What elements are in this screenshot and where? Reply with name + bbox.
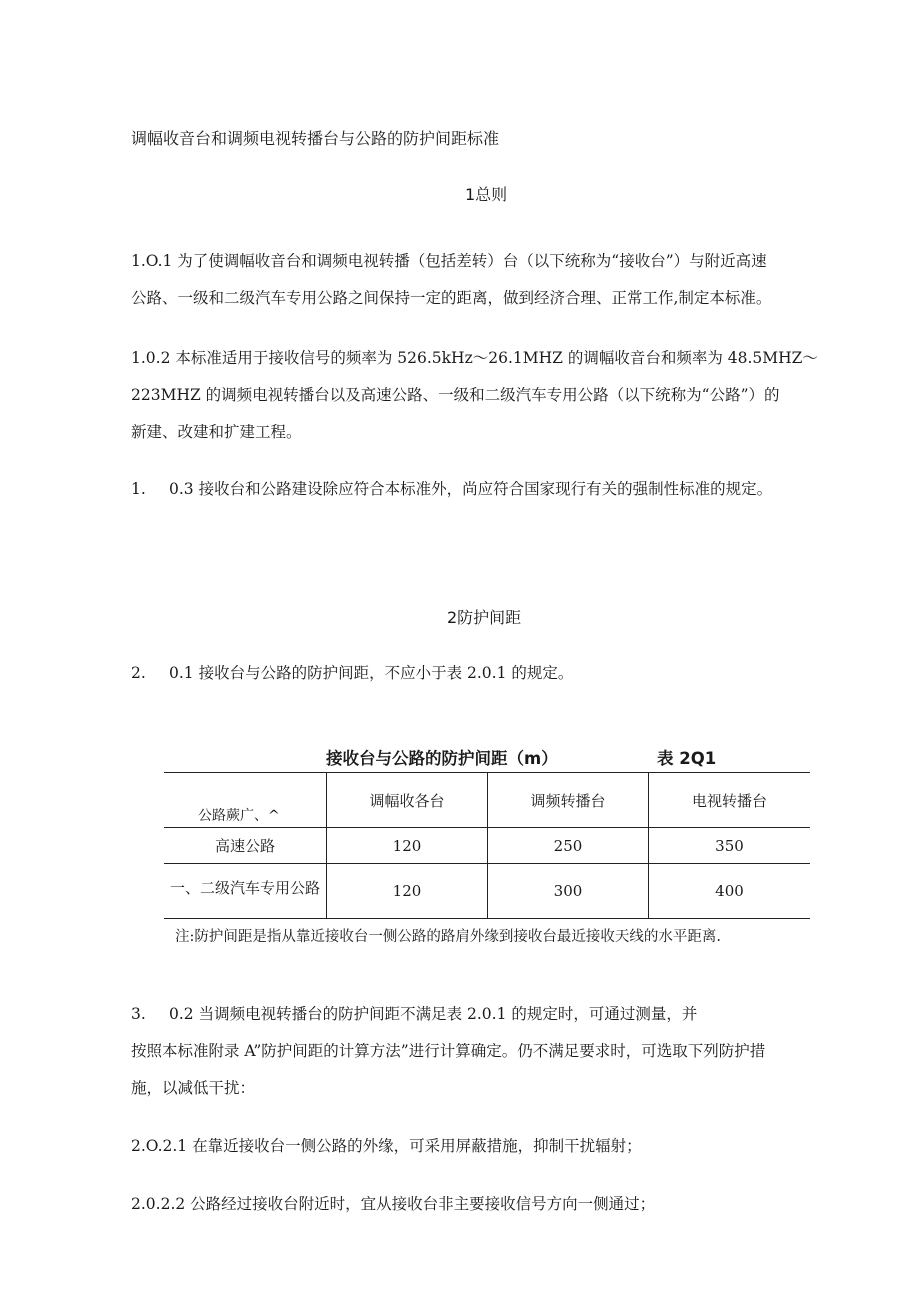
- table-corner-cell: [164, 773, 327, 828]
- clause-1-0-2: [131, 340, 843, 451]
- clause-1-0-3-text: 0.3 接收台和公路建设除应符合本标准外，尚应符合国家现行有关的强制性标准的规定。: [169, 480, 773, 498]
- section-2-heading: 2防护间距: [447, 608, 522, 627]
- document-title: 调幅收音台和调频电视转播台与公路的防护间距标准: [131, 129, 500, 148]
- cell-class12-tv: 400: [649, 864, 811, 919]
- row-label-cell-class12: [164, 864, 327, 919]
- table-row: [164, 828, 810, 864]
- clause-2-0-1-text: 0.1 接收台与公路的防护间距，不应小于表 2.0.1 的规定。: [169, 664, 574, 682]
- cell-class12-fm: 300: [488, 864, 649, 919]
- clause-2-0-2-1: [131, 1128, 843, 1165]
- clause-1-0-3-number: 1.: [131, 480, 146, 498]
- table-caption: 接收台与公路的防护间距（m）: [326, 749, 558, 768]
- clause-1-0-2-line-1: 1.0.2 本标准适用于接收信号的频率为 526.5kHz～26.1MHZ 的调幅收音台和频率为 48.5MHZ～: [131, 349, 818, 367]
- clause-1-0-1: [131, 243, 843, 317]
- cell-class12-am: 120: [327, 864, 488, 919]
- clause-2-0-2-2: [131, 1186, 843, 1223]
- column-header-fm: 调频转播台: [488, 773, 649, 828]
- clause-2-0-2-2-text: 2.0.2.2 公路经过接收台附近时，宜从接收台非主要接收信号方向一侧通过；: [131, 1195, 656, 1213]
- clause-1-0-1-line-2: 公路、一级和二级汽车专用公路之间保持一定的距离，做到经济合理、正常工作,制定本标准。: [131, 289, 772, 307]
- table-header-row: [164, 773, 810, 828]
- clause-2-0-2-line-2: 按照本标准附录 A”防护间距的计算方法”进行计算确定。仍不满足要求时，可选取下列防护措: [131, 1042, 766, 1060]
- cell-expressway-fm: 250: [488, 828, 649, 864]
- row-label-class12: 一、二级汽车专用公路: [170, 879, 321, 897]
- table-note: 注:防护间距是指从靠近接收台一侧公路的路肩外缘到接收台最近接收天线的水平距离.: [175, 929, 721, 945]
- column-header-tv: 电视转播台: [649, 773, 811, 828]
- clause-2-0-2-line-3: 施，以减低干扰：: [131, 1079, 256, 1097]
- clause-1-0-2-line-2: 223MHZ 的调频电视转播台以及高速公路、一级和二级汽车专用公路（以下统称为“公路”）的: [131, 386, 780, 404]
- clause-2-0-2-number: 3.: [131, 1005, 146, 1023]
- clause-1-0-1-line-1: 1.O.1 为了使调幅收音台和调频电视转播（包括差转）台（以下统称为“接收台”）与附近高速: [131, 252, 767, 270]
- clause-2-0-2-line-1: 0.2 当调频电视转播台的防护间距不满足表 2.0.1 的规定时，可通过测量，并: [169, 1005, 698, 1023]
- clause-1-0-3: [131, 471, 843, 508]
- table-row: [164, 864, 810, 919]
- protection-distance-table: [164, 772, 810, 919]
- clause-2-0-2: [131, 996, 843, 1107]
- cell-expressway-tv: 350: [649, 828, 811, 864]
- row-label-expressway: 高速公路: [164, 828, 327, 864]
- clause-2-0-2-1-text: 2.O.2.1 在靠近接收台一侧公路的外缘，可采用屏蔽措施，抑制干扰辐射；: [131, 1137, 642, 1155]
- cell-expressway-am: 120: [327, 828, 488, 864]
- column-header-am: 调幅收各台: [327, 773, 488, 828]
- section-1-heading: 1总则: [465, 185, 508, 204]
- clause-1-0-2-line-3: 新建、改建和扩建工程。: [131, 423, 302, 441]
- table-corner-label: 公路蕨广、^: [198, 808, 280, 824]
- clause-2-0-1: [131, 655, 843, 692]
- table-number: 表 2Q1: [657, 749, 717, 768]
- clause-2-0-1-number: 2.: [131, 664, 146, 682]
